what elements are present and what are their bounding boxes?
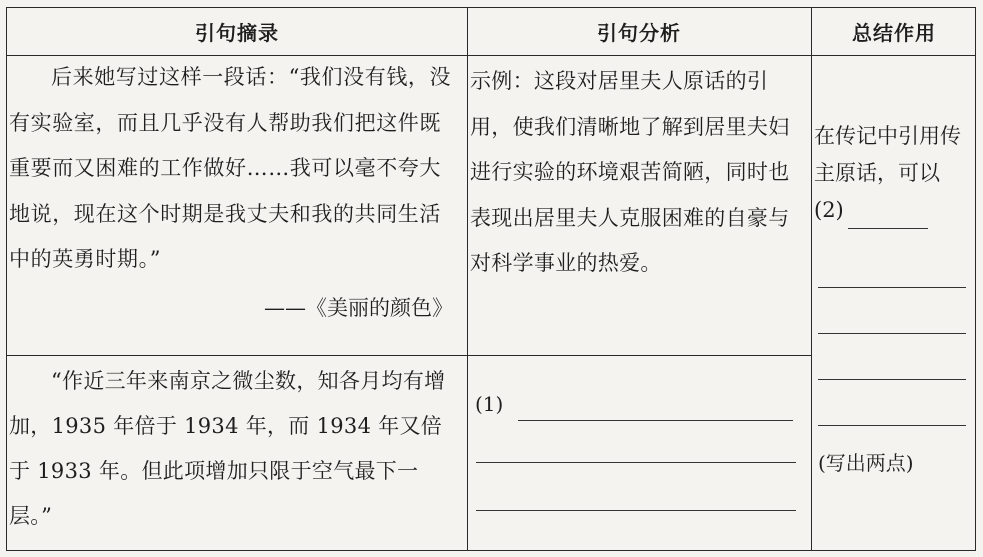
row-divider-col1 [7,355,467,356]
column-divider-2 [811,8,812,550]
row1-quote: 后来她写过这样一段话：“我们没有钱，没有实验室，而且几乎没有人帮助我们把这件既重要而又困难的工作做好……我可以毫不夸大地说，现在这个时期是我丈夫和我的共同生活中的英勇时期。” [9,65,452,271]
header-summary-function: 总结作用 [852,21,936,45]
blank-1-label: (1) [475,392,504,416]
blank-1-line[interactable] [476,462,796,463]
column-divider-1 [467,8,468,550]
blank-2-line[interactable] [818,287,966,288]
summary-prompt: 在传记中引用传主原话，可以(2) [814,124,961,222]
row-divider-col2 [467,355,811,356]
header-quote-excerpt: 引句摘录 [195,21,279,45]
summary-note: (写出两点) [818,451,914,475]
blank-1-line[interactable] [476,510,796,511]
blank-2-line[interactable] [818,333,966,334]
blank-2-line[interactable] [848,206,928,229]
header-quote-analysis: 引句分析 [597,21,681,45]
row1-analysis: 示例：这段对居里夫人原话的引用，使我们清晰地了解到居里夫妇进行实验的环境艰苦简陋，同时也表现出居里夫人克服困难的自豪与对科学事业的热爱。 [470,69,790,275]
blank-2-line[interactable] [818,379,966,380]
summary-text [814,118,964,229]
blank-1-line[interactable] [518,420,793,421]
row1-source: ——《美丽的颜色》 [264,296,453,320]
row2-quote: “作近三年来南京之微尘数，知各月均有增加，1935 年倍于 1934 年，而 1934 年又倍于 1933 年。但此项增加只限于空气最下一层。” [9,369,446,528]
blank-2-line[interactable] [818,425,966,426]
